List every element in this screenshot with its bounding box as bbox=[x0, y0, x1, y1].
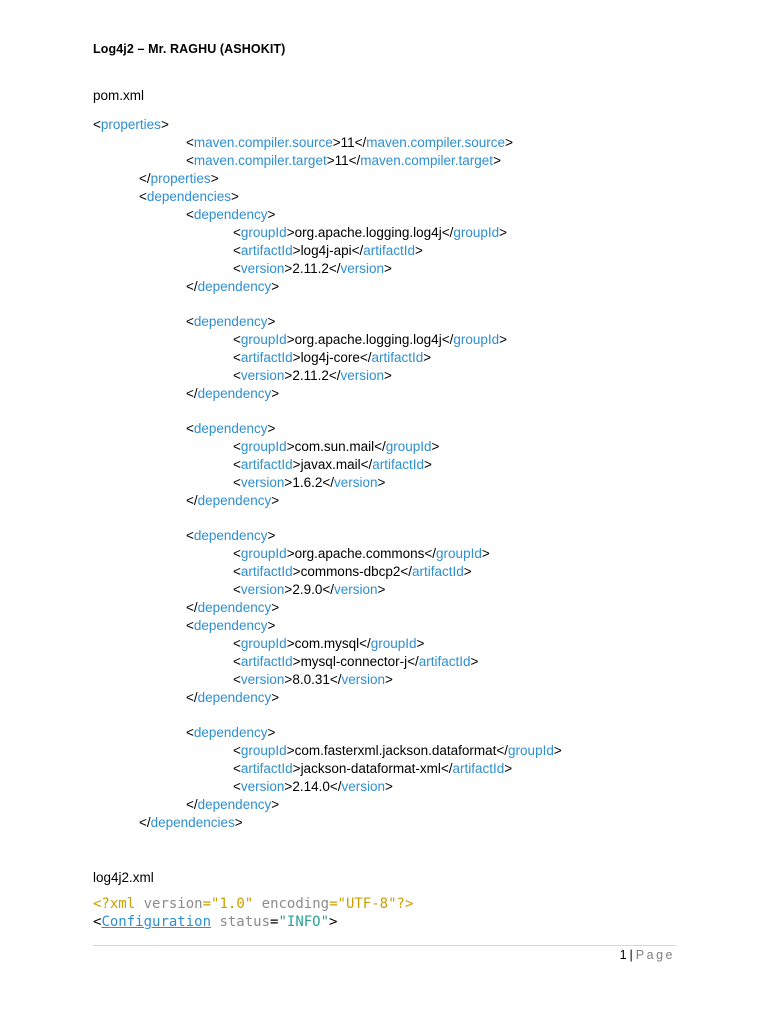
dependency-close-line: </dependency> bbox=[186, 690, 280, 705]
group-id-line: <groupId>com.mysql</groupId> bbox=[233, 636, 425, 651]
dependency-close-line: </dependency> bbox=[186, 279, 280, 294]
artifact-id-line: <artifactId>log4j-core</artifactId> bbox=[233, 350, 432, 365]
dependency-open-line: <dependency> bbox=[186, 528, 276, 543]
page-footer bbox=[620, 948, 675, 962]
group-id-line: <groupId>com.sun.mail</groupId> bbox=[233, 439, 440, 454]
dependency-close-line: </dependency> bbox=[186, 386, 280, 401]
version-line: <version>2.11.2</version> bbox=[233, 368, 392, 383]
artifact-id-line: <artifactId>mysql-connector-j</artifactId> bbox=[233, 654, 479, 669]
pom-xml-label: pom.xml bbox=[93, 88, 145, 103]
version-line: <version>8.0.31</version> bbox=[233, 672, 393, 687]
dependency-open-line: <dependency> bbox=[186, 618, 276, 633]
dependency-open-line: <dependency> bbox=[186, 725, 276, 740]
page-number: 1 bbox=[619, 948, 627, 962]
artifact-id-line: <artifactId>log4j-api</artifactId> bbox=[233, 243, 423, 258]
group-id-line: <groupId>com.fasterxml.jackson.dataformat</groupId> bbox=[233, 743, 562, 758]
artifact-id-line: <artifactId>commons-dbcp2</artifactId> bbox=[233, 564, 472, 579]
footer-divider bbox=[93, 945, 676, 946]
group-id-line: <groupId>org.apache.logging.log4j</groupId> bbox=[233, 332, 508, 347]
xml-declaration-line: <?xml version="1.0" encoding="UTF-8"?> bbox=[93, 896, 414, 912]
log4j2-code-block bbox=[93, 895, 413, 931]
group-id-line: <groupId>org.apache.commons</groupId> bbox=[233, 546, 490, 561]
page-separator: | bbox=[629, 948, 633, 962]
artifact-id-line: <artifactId>javax.mail</artifactId> bbox=[233, 457, 432, 472]
page-word: Page bbox=[635, 948, 675, 962]
version-line: <version>2.14.0</version> bbox=[233, 779, 393, 794]
dependency-open-line: <dependency> bbox=[186, 314, 276, 329]
dependencies-close-line: </dependencies> bbox=[139, 815, 243, 830]
properties-close-line: </properties> bbox=[139, 171, 219, 186]
properties-open-line: <properties> bbox=[93, 117, 169, 132]
dependency-close-line: </dependency> bbox=[186, 493, 280, 508]
document-header-title: Log4j2 – Mr. RAGHU (ASHOKIT) bbox=[93, 42, 286, 56]
group-id-line: <groupId>org.apache.logging.log4j</groupId> bbox=[233, 225, 508, 240]
dependency-close-line: </dependency> bbox=[186, 797, 280, 812]
artifact-id-line: <artifactId>jackson-dataformat-xml</artifactId> bbox=[233, 761, 513, 776]
version-line: <version>2.11.2</version> bbox=[233, 261, 392, 276]
compiler-source-line: <maven.compiler.source>11</maven.compiler.source> bbox=[186, 135, 513, 150]
dependency-open-line: <dependency> bbox=[186, 207, 276, 222]
version-line: <version>1.6.2</version> bbox=[233, 475, 386, 490]
dependencies-open-line: <dependencies> bbox=[139, 189, 239, 204]
log4j2-xml-label: log4j2.xml bbox=[93, 870, 154, 885]
compiler-target-line: <maven.compiler.target>11</maven.compiler.target> bbox=[186, 153, 501, 168]
version-line: <version>2.9.0</version> bbox=[233, 582, 386, 597]
dependency-close-line: </dependency> bbox=[186, 600, 280, 615]
dependency-open-line: <dependency> bbox=[186, 421, 276, 436]
configuration-open-line: <Configuration status="INFO"> bbox=[93, 914, 338, 930]
